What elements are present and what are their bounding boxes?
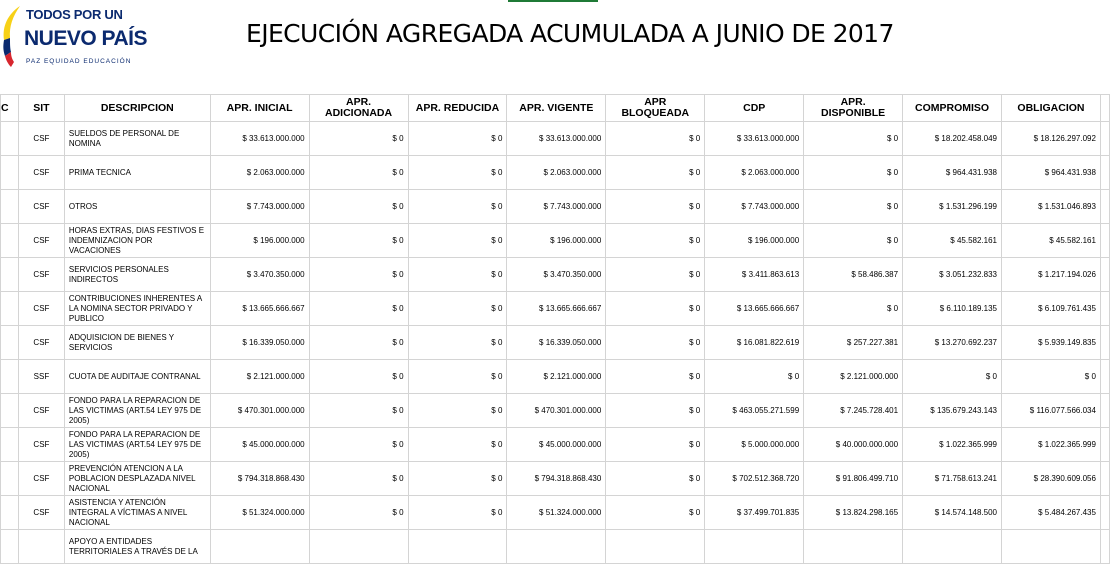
cell-apr-vigente[interactable]: $ 16.339.050.000 bbox=[507, 326, 606, 360]
execution-table bbox=[0, 94, 1110, 564]
table-row bbox=[1, 190, 1110, 224]
cell-apr-disponible[interactable]: $ 0 bbox=[804, 224, 903, 258]
cell-obligacion[interactable]: $ 45.582.161 bbox=[1002, 224, 1101, 258]
cell-overflow[interactable] bbox=[1100, 122, 1109, 156]
report-title: EJECUCIÓN AGREGADA ACUMULADA A JUNIO DE 2017 bbox=[246, 19, 894, 48]
cell-obligacion[interactable]: $ 1.531.046.893 bbox=[1002, 190, 1101, 224]
col-header-cdp[interactable]: CDP bbox=[705, 95, 804, 122]
cell-apr-vigente[interactable]: $ 13.665.666.667 bbox=[507, 292, 606, 326]
cell-compromiso[interactable]: $ 71.758.613.241 bbox=[903, 462, 1002, 496]
table-row bbox=[1, 428, 1110, 462]
cell-apr-disponible[interactable]: $ 0 bbox=[804, 156, 903, 190]
cell-c[interactable] bbox=[1, 292, 19, 326]
col-header-apr-reducida[interactable]: APR. REDUCIDA bbox=[408, 95, 507, 122]
cell-overflow[interactable] bbox=[1100, 258, 1109, 292]
cell-desc[interactable]: PREVENCIÓN ATENCION A LA POBLACION DESPLAZADA NIVEL NACIONAL bbox=[64, 462, 210, 496]
table-row bbox=[1, 224, 1110, 258]
cell-compromiso[interactable]: $ 1.531.296.199 bbox=[903, 190, 1002, 224]
cell-apr-adicionada[interactable]: $ 0 bbox=[309, 122, 408, 156]
cell-desc[interactable]: FONDO PARA LA REPARACION DE LAS VICTIMAS (ART.54 LEY 975 DE 2005) bbox=[64, 394, 210, 428]
cell-compromiso[interactable]: $ 964.431.938 bbox=[903, 156, 1002, 190]
cell-apr-adicionada[interactable]: $ 0 bbox=[309, 190, 408, 224]
cell-c[interactable] bbox=[1, 530, 19, 564]
cell-apr-vigente[interactable]: $ 2.063.000.000 bbox=[507, 156, 606, 190]
cell-apr-bloqueada[interactable]: $ 0 bbox=[606, 326, 705, 360]
col-header-compromiso[interactable]: COMPROMISO bbox=[903, 95, 1002, 122]
cell-obligacion[interactable]: $ 1.022.365.999 bbox=[1002, 428, 1101, 462]
cell-apr-inicial[interactable]: $ 470.301.000.000 bbox=[210, 394, 309, 428]
cell-apr-bloqueada[interactable]: $ 0 bbox=[606, 156, 705, 190]
cell-obligacion[interactable]: $ 1.217.194.026 bbox=[1002, 258, 1101, 292]
cell-cdp[interactable]: $ 2.063.000.000 bbox=[705, 156, 804, 190]
cell-sit[interactable]: CSF bbox=[18, 224, 64, 258]
cell-apr-disponible[interactable]: $ 0 bbox=[804, 190, 903, 224]
cell-apr-inicial[interactable]: $ 13.665.666.667 bbox=[210, 292, 309, 326]
cell-compromiso[interactable]: $ 18.202.458.049 bbox=[903, 122, 1002, 156]
cell-desc[interactable]: APOYO A ENTIDADES TERRITORIALES A TRAVÉS DE LA bbox=[64, 530, 210, 564]
cell-apr-vigente[interactable]: $ 51.324.000.000 bbox=[507, 496, 606, 530]
cell-cdp[interactable]: $ 463.055.271.599 bbox=[705, 394, 804, 428]
cell-c[interactable] bbox=[1, 496, 19, 530]
cell-obligacion[interactable]: $ 5.484.267.435 bbox=[1002, 496, 1101, 530]
cell-desc[interactable]: PRIMA TECNICA bbox=[64, 156, 210, 190]
flag-swoosh-icon bbox=[0, 4, 26, 68]
cell-c[interactable] bbox=[1, 428, 19, 462]
cell-apr-adicionada[interactable]: $ 0 bbox=[309, 428, 408, 462]
cell-overflow[interactable] bbox=[1100, 292, 1109, 326]
cell-apr-bloqueada[interactable]: $ 0 bbox=[606, 496, 705, 530]
cell-sit[interactable]: CSF bbox=[18, 496, 64, 530]
cell-overflow[interactable] bbox=[1100, 360, 1109, 394]
header-row bbox=[1, 95, 1110, 122]
cell-overflow[interactable] bbox=[1100, 428, 1109, 462]
cell-apr-adicionada[interactable]: $ 0 bbox=[309, 156, 408, 190]
cell-apr-inicial[interactable]: $ 33.613.000.000 bbox=[210, 122, 309, 156]
cell-apr-reducida[interactable]: $ 0 bbox=[408, 122, 507, 156]
cell-apr-disponible[interactable] bbox=[804, 530, 903, 564]
cell-overflow[interactable] bbox=[1100, 530, 1109, 564]
cell-apr-adicionada[interactable]: $ 0 bbox=[309, 394, 408, 428]
cell-overflow[interactable] bbox=[1100, 156, 1109, 190]
cell-c[interactable] bbox=[1, 156, 19, 190]
cell-apr-inicial[interactable] bbox=[210, 530, 309, 564]
cell-compromiso[interactable]: $ 1.022.365.999 bbox=[903, 428, 1002, 462]
cell-desc[interactable]: FONDO PARA LA REPARACION DE LAS VICTIMAS (ART.54 LEY 975 DE 2005) bbox=[64, 428, 210, 462]
cell-compromiso[interactable]: $ 13.270.692.237 bbox=[903, 326, 1002, 360]
cell-desc[interactable]: CONTRIBUCIONES INHERENTES A LA NOMINA SECTOR PRIVADO Y PUBLICO bbox=[64, 292, 210, 326]
cell-apr-disponible[interactable]: $ 0 bbox=[804, 292, 903, 326]
cell-obligacion[interactable]: $ 18.126.297.092 bbox=[1002, 122, 1101, 156]
cell-apr-vigente[interactable]: $ 45.000.000.000 bbox=[507, 428, 606, 462]
cell-desc[interactable]: ADQUISICION DE BIENES Y SERVICIOS bbox=[64, 326, 210, 360]
table-body bbox=[1, 122, 1110, 564]
cell-apr-vigente[interactable]: $ 7.743.000.000 bbox=[507, 190, 606, 224]
table-row bbox=[1, 292, 1110, 326]
col-header-c[interactable]: C bbox=[1, 95, 19, 122]
cell-desc[interactable]: SUELDOS DE PERSONAL DE NOMINA bbox=[64, 122, 210, 156]
cell-desc[interactable]: OTROS bbox=[64, 190, 210, 224]
cell-apr-bloqueada[interactable]: $ 0 bbox=[606, 258, 705, 292]
logo-text-line1: TODOS POR UN bbox=[26, 7, 123, 22]
cell-apr-disponible[interactable]: $ 2.121.000.000 bbox=[804, 360, 903, 394]
cell-sit[interactable]: CSF bbox=[18, 190, 64, 224]
cell-apr-vigente[interactable] bbox=[507, 530, 606, 564]
cell-c[interactable] bbox=[1, 224, 19, 258]
table-row bbox=[1, 394, 1110, 428]
cell-apr-reducida[interactable]: $ 0 bbox=[408, 224, 507, 258]
cell-apr-vigente[interactable]: $ 196.000.000 bbox=[507, 224, 606, 258]
cell-apr-reducida[interactable]: $ 0 bbox=[408, 258, 507, 292]
cell-c[interactable] bbox=[1, 394, 19, 428]
cell-apr-vigente[interactable]: $ 3.470.350.000 bbox=[507, 258, 606, 292]
cell-cdp[interactable]: $ 0 bbox=[705, 360, 804, 394]
cell-cdp[interactable]: $ 7.743.000.000 bbox=[705, 190, 804, 224]
col-header-obligacion[interactable]: OBLIGACION bbox=[1002, 95, 1101, 122]
cell-sit[interactable]: CSF bbox=[18, 326, 64, 360]
cell-apr-adicionada[interactable]: $ 0 bbox=[309, 360, 408, 394]
cell-apr-reducida[interactable]: $ 0 bbox=[408, 496, 507, 530]
cell-apr-bloqueada[interactable]: $ 0 bbox=[606, 122, 705, 156]
cell-desc[interactable]: SERVICIOS PERSONALES INDIRECTOS bbox=[64, 258, 210, 292]
cell-c[interactable] bbox=[1, 462, 19, 496]
logo-text-line2: NUEVO PAÍS bbox=[24, 27, 147, 50]
cell-cdp[interactable]: $ 702.512.368.720 bbox=[705, 462, 804, 496]
cell-apr-reducida[interactable]: $ 0 bbox=[408, 190, 507, 224]
table-row bbox=[1, 156, 1110, 190]
cell-c[interactable] bbox=[1, 326, 19, 360]
cell-apr-inicial[interactable]: $ 45.000.000.000 bbox=[210, 428, 309, 462]
col-header-apr-adicionada[interactable]: APR. ADICIONADA bbox=[309, 95, 408, 122]
cell-apr-inicial[interactable]: $ 2.121.000.000 bbox=[210, 360, 309, 394]
table-row bbox=[1, 496, 1110, 530]
cell-sit[interactable]: CSF bbox=[18, 428, 64, 462]
cell-c[interactable] bbox=[1, 190, 19, 224]
cell-obligacion[interactable]: $ 28.390.609.056 bbox=[1002, 462, 1101, 496]
cell-apr-disponible[interactable]: $ 7.245.728.401 bbox=[804, 394, 903, 428]
cell-desc[interactable]: ASISTENCIA Y ATENCIÓN INTEGRAL A VÍCTIMAS A NIVEL NACIONAL bbox=[64, 496, 210, 530]
cell-sit[interactable]: CSF bbox=[18, 462, 64, 496]
table-row bbox=[1, 122, 1110, 156]
cell-compromiso[interactable]: $ 6.110.189.135 bbox=[903, 292, 1002, 326]
cell-cdp[interactable]: $ 13.665.666.667 bbox=[705, 292, 804, 326]
col-header-apr-disponible[interactable]: APR. DISPONIBLE bbox=[804, 95, 903, 122]
cell-cdp[interactable]: $ 33.613.000.000 bbox=[705, 122, 804, 156]
cell-sit[interactable]: CSF bbox=[18, 156, 64, 190]
cell-apr-bloqueada[interactable]: $ 0 bbox=[606, 462, 705, 496]
cell-apr-adicionada[interactable]: $ 0 bbox=[309, 496, 408, 530]
cell-obligacion[interactable] bbox=[1002, 530, 1101, 564]
cell-overflow[interactable] bbox=[1100, 462, 1109, 496]
cell-apr-adicionada[interactable]: $ 0 bbox=[309, 258, 408, 292]
cell-overflow[interactable] bbox=[1100, 394, 1109, 428]
cell-apr-vigente[interactable]: $ 2.121.000.000 bbox=[507, 360, 606, 394]
cell-compromiso[interactable]: $ 135.679.243.143 bbox=[903, 394, 1002, 428]
cell-apr-reducida[interactable]: $ 0 bbox=[408, 428, 507, 462]
cell-cdp[interactable]: $ 16.081.822.619 bbox=[705, 326, 804, 360]
cell-apr-reducida[interactable]: $ 0 bbox=[408, 156, 507, 190]
cell-obligacion[interactable]: $ 116.077.566.034 bbox=[1002, 394, 1101, 428]
cell-apr-inicial[interactable]: $ 7.743.000.000 bbox=[210, 190, 309, 224]
col-header-sit[interactable]: SIT bbox=[18, 95, 64, 122]
cell-apr-disponible[interactable]: $ 58.486.387 bbox=[804, 258, 903, 292]
active-cell-marker bbox=[508, 0, 598, 2]
cell-compromiso[interactable]: $ 0 bbox=[903, 360, 1002, 394]
cell-apr-bloqueada[interactable]: $ 0 bbox=[606, 428, 705, 462]
cell-apr-inicial[interactable]: $ 196.000.000 bbox=[210, 224, 309, 258]
cell-sit[interactable] bbox=[18, 530, 64, 564]
cell-apr-disponible[interactable]: $ 257.227.381 bbox=[804, 326, 903, 360]
cell-sit[interactable]: CSF bbox=[18, 258, 64, 292]
cell-apr-disponible[interactable]: $ 40.000.000.000 bbox=[804, 428, 903, 462]
logo-tagline: PAZ EQUIDAD EDUCACIÓN bbox=[26, 58, 132, 65]
cell-compromiso[interactable] bbox=[903, 530, 1002, 564]
cell-apr-inicial[interactable]: $ 51.324.000.000 bbox=[210, 496, 309, 530]
cell-cdp[interactable]: $ 3.411.863.613 bbox=[705, 258, 804, 292]
cell-obligacion[interactable]: $ 6.109.761.435 bbox=[1002, 292, 1101, 326]
cell-obligacion[interactable]: $ 964.431.938 bbox=[1002, 156, 1101, 190]
cell-apr-inicial[interactable]: $ 794.318.868.430 bbox=[210, 462, 309, 496]
col-header-overflow[interactable] bbox=[1100, 95, 1109, 122]
cell-apr-inicial[interactable]: $ 2.063.000.000 bbox=[210, 156, 309, 190]
cell-apr-adicionada[interactable]: $ 0 bbox=[309, 462, 408, 496]
cell-sit[interactable]: SSF bbox=[18, 360, 64, 394]
cell-apr-disponible[interactable]: $ 0 bbox=[804, 122, 903, 156]
cell-apr-vigente[interactable]: $ 33.613.000.000 bbox=[507, 122, 606, 156]
cell-apr-reducida[interactable]: $ 0 bbox=[408, 360, 507, 394]
cell-cdp[interactable]: $ 5.000.000.000 bbox=[705, 428, 804, 462]
col-header-apr-bloqueada[interactable]: APR BLOQUEADA bbox=[606, 95, 705, 122]
cell-apr-adicionada[interactable]: $ 0 bbox=[309, 224, 408, 258]
cell-apr-inicial[interactable]: $ 16.339.050.000 bbox=[210, 326, 309, 360]
cell-compromiso[interactable]: $ 14.574.148.500 bbox=[903, 496, 1002, 530]
cell-compromiso[interactable]: $ 3.051.232.833 bbox=[903, 258, 1002, 292]
col-header-apr-vigente[interactable]: APR. VIGENTE bbox=[507, 95, 606, 122]
cell-apr-reducida[interactable]: $ 0 bbox=[408, 292, 507, 326]
cell-apr-bloqueada[interactable]: $ 0 bbox=[606, 224, 705, 258]
table-row bbox=[1, 326, 1110, 360]
cell-apr-reducida[interactable]: $ 0 bbox=[408, 326, 507, 360]
cell-c[interactable] bbox=[1, 122, 19, 156]
cell-sit[interactable]: CSF bbox=[18, 122, 64, 156]
cell-overflow[interactable] bbox=[1100, 190, 1109, 224]
cell-apr-disponible[interactable]: $ 13.824.298.165 bbox=[804, 496, 903, 530]
cell-obligacion[interactable]: $ 0 bbox=[1002, 360, 1101, 394]
cell-apr-bloqueada[interactable]: $ 0 bbox=[606, 292, 705, 326]
cell-apr-inicial[interactable]: $ 3.470.350.000 bbox=[210, 258, 309, 292]
cell-cdp[interactable] bbox=[705, 530, 804, 564]
cell-apr-bloqueada[interactable]: $ 0 bbox=[606, 360, 705, 394]
table-row bbox=[1, 530, 1110, 564]
cell-overflow[interactable] bbox=[1100, 496, 1109, 530]
cell-apr-vigente[interactable]: $ 794.318.868.430 bbox=[507, 462, 606, 496]
col-header-descripcion[interactable]: DESCRIPCION bbox=[64, 95, 210, 122]
cell-overflow[interactable] bbox=[1100, 326, 1109, 360]
cell-apr-bloqueada[interactable]: $ 0 bbox=[606, 394, 705, 428]
gobierno-logo bbox=[0, 0, 147, 85]
cell-apr-adicionada[interactable]: $ 0 bbox=[309, 292, 408, 326]
cell-overflow[interactable] bbox=[1100, 224, 1109, 258]
cell-apr-reducida[interactable] bbox=[408, 530, 507, 564]
cell-sit[interactable]: CSF bbox=[18, 394, 64, 428]
cell-apr-vigente[interactable]: $ 470.301.000.000 bbox=[507, 394, 606, 428]
cell-desc[interactable]: CUOTA DE AUDITAJE CONTRANAL bbox=[64, 360, 210, 394]
cell-desc[interactable]: HORAS EXTRAS, DIAS FESTIVOS E INDEMNIZACION POR VACACIONES bbox=[64, 224, 210, 258]
cell-apr-reducida[interactable]: $ 0 bbox=[408, 394, 507, 428]
cell-c[interactable] bbox=[1, 258, 19, 292]
table-row bbox=[1, 360, 1110, 394]
cell-apr-adicionada[interactable]: $ 0 bbox=[309, 326, 408, 360]
cell-apr-bloqueada[interactable] bbox=[606, 530, 705, 564]
table-row bbox=[1, 258, 1110, 292]
cell-apr-adicionada[interactable] bbox=[309, 530, 408, 564]
cell-obligacion[interactable]: $ 5.939.149.835 bbox=[1002, 326, 1101, 360]
cell-apr-bloqueada[interactable]: $ 0 bbox=[606, 190, 705, 224]
cell-sit[interactable]: CSF bbox=[18, 292, 64, 326]
cell-cdp[interactable]: $ 196.000.000 bbox=[705, 224, 804, 258]
cell-apr-reducida[interactable]: $ 0 bbox=[408, 462, 507, 496]
cell-cdp[interactable]: $ 37.499.701.835 bbox=[705, 496, 804, 530]
table-row bbox=[1, 462, 1110, 496]
cell-compromiso[interactable]: $ 45.582.161 bbox=[903, 224, 1002, 258]
cell-c[interactable] bbox=[1, 360, 19, 394]
col-header-apr-inicial[interactable]: APR. INICIAL bbox=[210, 95, 309, 122]
cell-apr-disponible[interactable]: $ 91.806.499.710 bbox=[804, 462, 903, 496]
